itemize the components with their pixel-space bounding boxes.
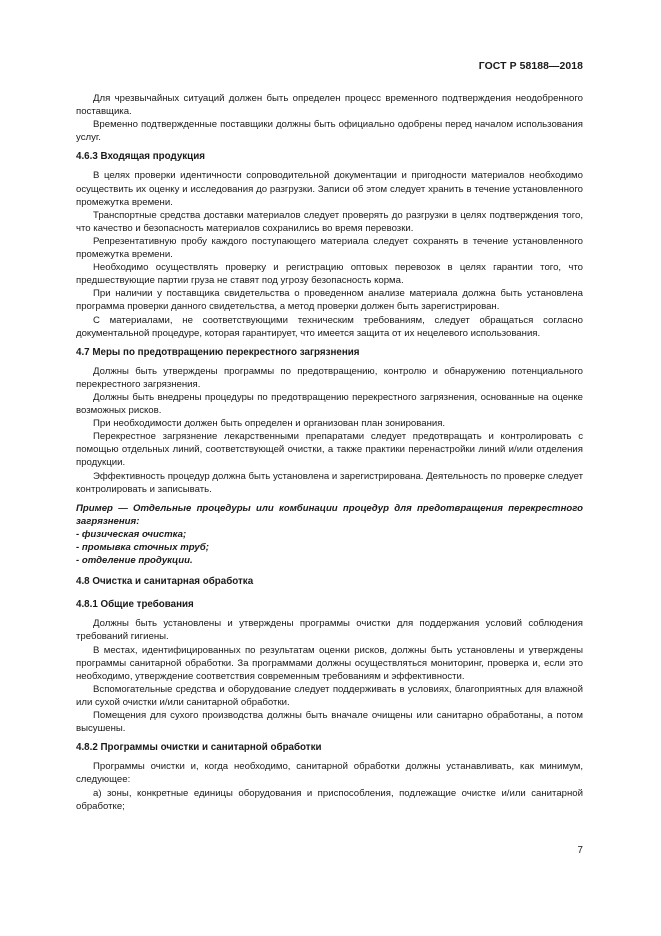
paragraph: Для чрезвычайных ситуаций должен быть определен процесс временного подтверждения неодобренного поставщика.	[76, 93, 583, 118]
example-note: Пример — Отдельные процедуры или комбинации процедур для предотвращения перекрестного загрязнения:	[76, 502, 583, 527]
section-heading-4-8-1: 4.8.1 Общие требования	[76, 599, 194, 611]
paragraph: Перекрестное загрязнение лекарственными препаратами следует предотвращать и контролировать с помощью отдельных линий, соответствующей очистки, а также практики перенастройки линий и/или отделения продукции.	[76, 431, 583, 469]
paragraph: При необходимости должен быть определен и организован план зонирования.	[93, 418, 446, 430]
paragraph: Необходимо осуществлять проверку и регистрацию оптовых перевозок в целях гарантии того, что предшествующие партии груза не ставят под угрозу безопасность корма.	[76, 262, 583, 287]
paragraph: Должны быть утверждены программы по предотвращению, контролю и обнаружению потенциального перекрестного загрязнения.	[76, 365, 583, 390]
example-list-item: - физическая очистка;	[76, 528, 187, 540]
example-list-item: - промывка сточных труб;	[76, 542, 209, 553]
section-heading-4-6-3: 4.6.3 Входящая продукция	[76, 151, 205, 163]
paragraph: Временно подтвержденные поставщики должны быть официально одобрены перед началом использования услуг.	[76, 119, 583, 144]
paragraph: При наличии у поставщика свидетельства о проведенном анализе материала должна быть установлена программа проверки данного свидетельства, а метод проверки должен быть зарегистрирован.	[76, 288, 583, 313]
page-number: 7	[577, 845, 583, 856]
paragraph: Должны быть внедрены процедуры по предотвращению перекрестного загрязнения, основанные на оценке возможных рисков.	[76, 391, 583, 417]
paragraph: Транспортные средства доставки материалов следует проверять до разгрузки в целях подтверждения того, что качество и безопасность материалов сохранились во время перевозки.	[76, 209, 583, 234]
paragraph: Программы очистки и, когда необходимо, санитарной обработки должны устанавливать, как минимум, следующее:	[76, 761, 583, 786]
paragraph: Эффективность процедур должна быть установлена и зарегистрирована. Деятельность по проверке следует контролировать и записывать.	[76, 470, 583, 495]
page-body	[76, 92, 583, 813]
paragraph: Вспомогательные средства и оборудование следует поддерживать в условиях, благоприятных для влажной или сухой очистки и/или санитарной обработки.	[76, 683, 583, 708]
section-heading-4-8: 4.8 Очистка и санитарная обработка	[76, 576, 254, 588]
section-heading-4-7: 4.7 Меры по предотвращению перекрестного загрязнения	[76, 346, 360, 358]
section-heading-4-8-2: 4.8.2 Программы очистки и санитарной обработки	[76, 742, 322, 754]
paragraph: В местах, идентифицированных по результатам оценки рисков, должны быть установлены и утверждены программы санитарной обработки. За программами должны осуществляться мониторинг, проверка и, если это необходимо, утверждение соответствия современным требованиям и эффективности.	[76, 644, 583, 682]
paragraph: В целях проверки идентичности сопроводительной документации и пригодности материалов необходимо осуществить их оценку и исследования до разгрузки. Записи об этом следует хранить в течение установленного промежутка времени.	[76, 170, 583, 208]
paragraph: С материалами, не соответствующими техническим требованиям, следует обращаться согласно документальной процедуре, которая гарантирует, что имеется защита от их нецелевого использования.	[76, 314, 583, 339]
paragraph: а) зоны, конкретные единицы оборудования и приспособления, подлежащие очистке и/или санитарной обработке;	[76, 787, 583, 812]
standard-designation: ГОСТ Р 58188—2018	[478, 61, 583, 72]
paragraph: Репрезентативную пробу каждого поступающего материала следует сохранять в течение установленного промежутка времени.	[76, 235, 583, 261]
example-list-item: - отделение продукции.	[76, 555, 193, 567]
paragraph: Должны быть установлены и утверждены программы очистки для поддержания условий соблюдения требований гигиены.	[76, 618, 583, 643]
paragraph: Помещения для сухого производства должны быть вначале очищены или санитарно обработаны, а потом высушены.	[76, 710, 583, 735]
